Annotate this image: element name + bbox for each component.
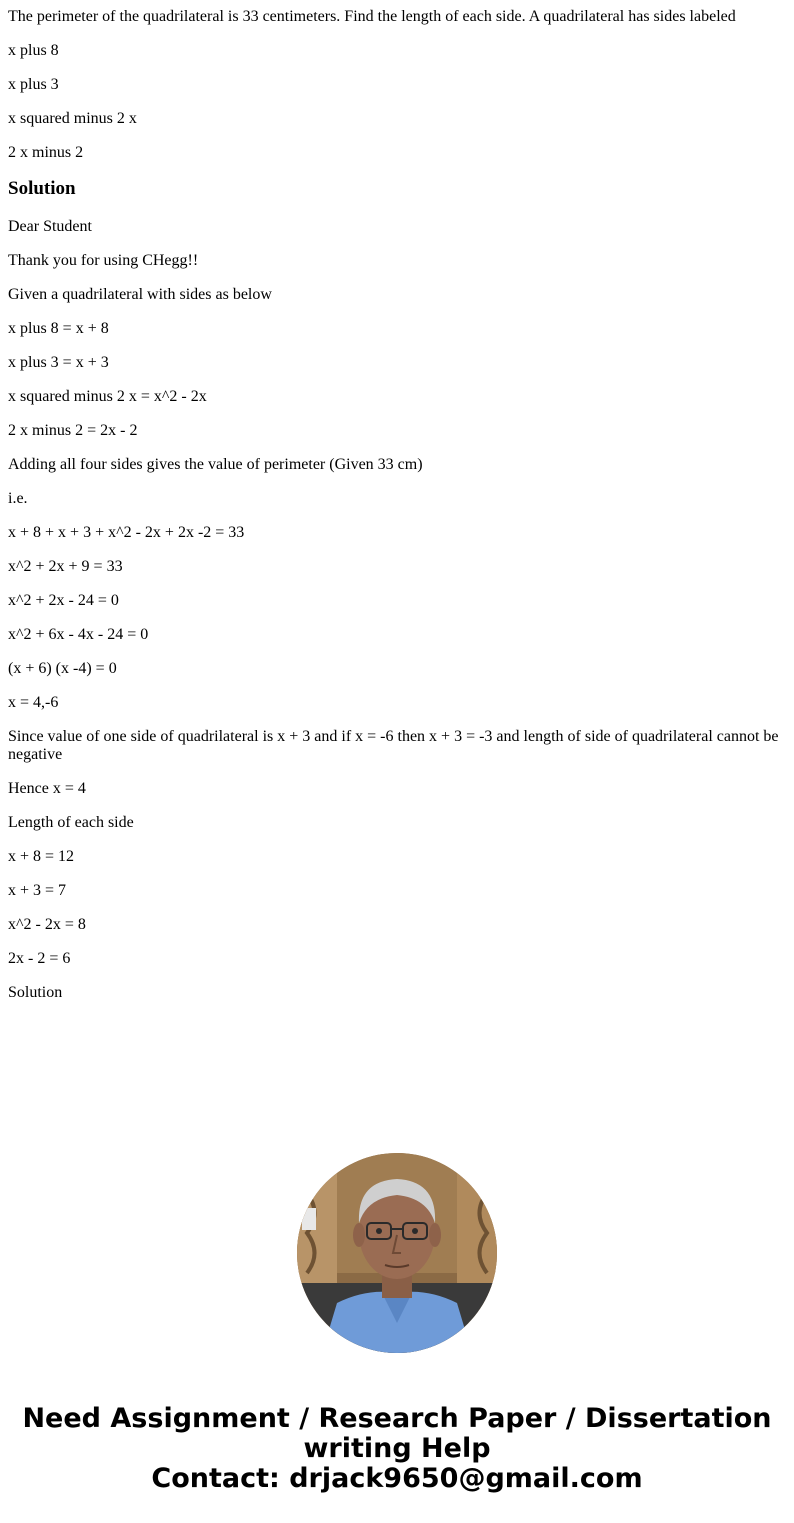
solution-line: x^2 - 2x = 8	[8, 916, 86, 933]
question-side-4: 2 x minus 2	[8, 144, 84, 161]
solution-line: i.e.	[8, 490, 28, 507]
solution-heading: Solution	[8, 178, 76, 199]
solution-line: x + 8 = 12	[8, 848, 75, 865]
solution-line: x^2 + 6x - 4x - 24 = 0	[8, 626, 149, 643]
solution-line: 2x - 2 = 6	[8, 950, 71, 967]
solution-line: x plus 8 = x + 8	[8, 320, 109, 337]
solution-line: Thank you for using CHegg!!	[8, 252, 199, 269]
solution-line: 2 x minus 2 = 2x - 2	[8, 422, 138, 439]
question-side-2: x plus 3	[8, 76, 59, 93]
solution-line: (x + 6) (x -4) = 0	[8, 660, 117, 677]
author-portrait-image	[297, 1153, 497, 1353]
solution-line: Hence x = 4	[8, 780, 86, 797]
banner-contact-line: Contact: drjack9650@gmail.com	[151, 1463, 643, 1494]
banner-line-1: Need Assignment / Research Paper / Dissertation	[22, 1403, 772, 1434]
solution-line: Since value of one side of quadrilateral is x + 3 and if x = -6 then x + 3 = -3 and length of side of quadrilateral cannot be negative	[8, 728, 779, 763]
solution-line: x plus 3 = x + 3	[8, 354, 109, 371]
solution-line: x^2 + 2x + 9 = 33	[8, 558, 123, 575]
question-intro: The perimeter of the quadrilateral is 33 centimeters. Find the length of each side. A quadrilateral has sides labeled	[8, 8, 736, 25]
banner-line-2: writing Help	[303, 1433, 491, 1464]
solution-line: Adding all four sides gives the value of perimeter (Given 33 cm)	[8, 456, 423, 473]
question-side-1: x plus 8	[8, 42, 59, 59]
document-content	[8, 8, 786, 1018]
solution-line: x squared minus 2 x = x^2 - 2x	[8, 388, 207, 405]
solution-line: x^2 + 2x - 24 = 0	[8, 592, 119, 609]
author-avatar	[297, 1153, 497, 1353]
question-side-3: x squared minus 2 x	[8, 110, 137, 127]
solution-line: Solution	[8, 984, 63, 1001]
contact-banner	[0, 1404, 794, 1494]
solution-line: x + 8 + x + 3 + x^2 - 2x + 2x -2 = 33	[8, 524, 245, 541]
solution-line: x = 4,-6	[8, 694, 59, 711]
solution-line: x + 3 = 7	[8, 882, 67, 899]
solution-line: Length of each side	[8, 814, 134, 831]
solution-line: Given a quadrilateral with sides as below	[8, 286, 272, 303]
solution-line: Dear Student	[8, 218, 92, 235]
